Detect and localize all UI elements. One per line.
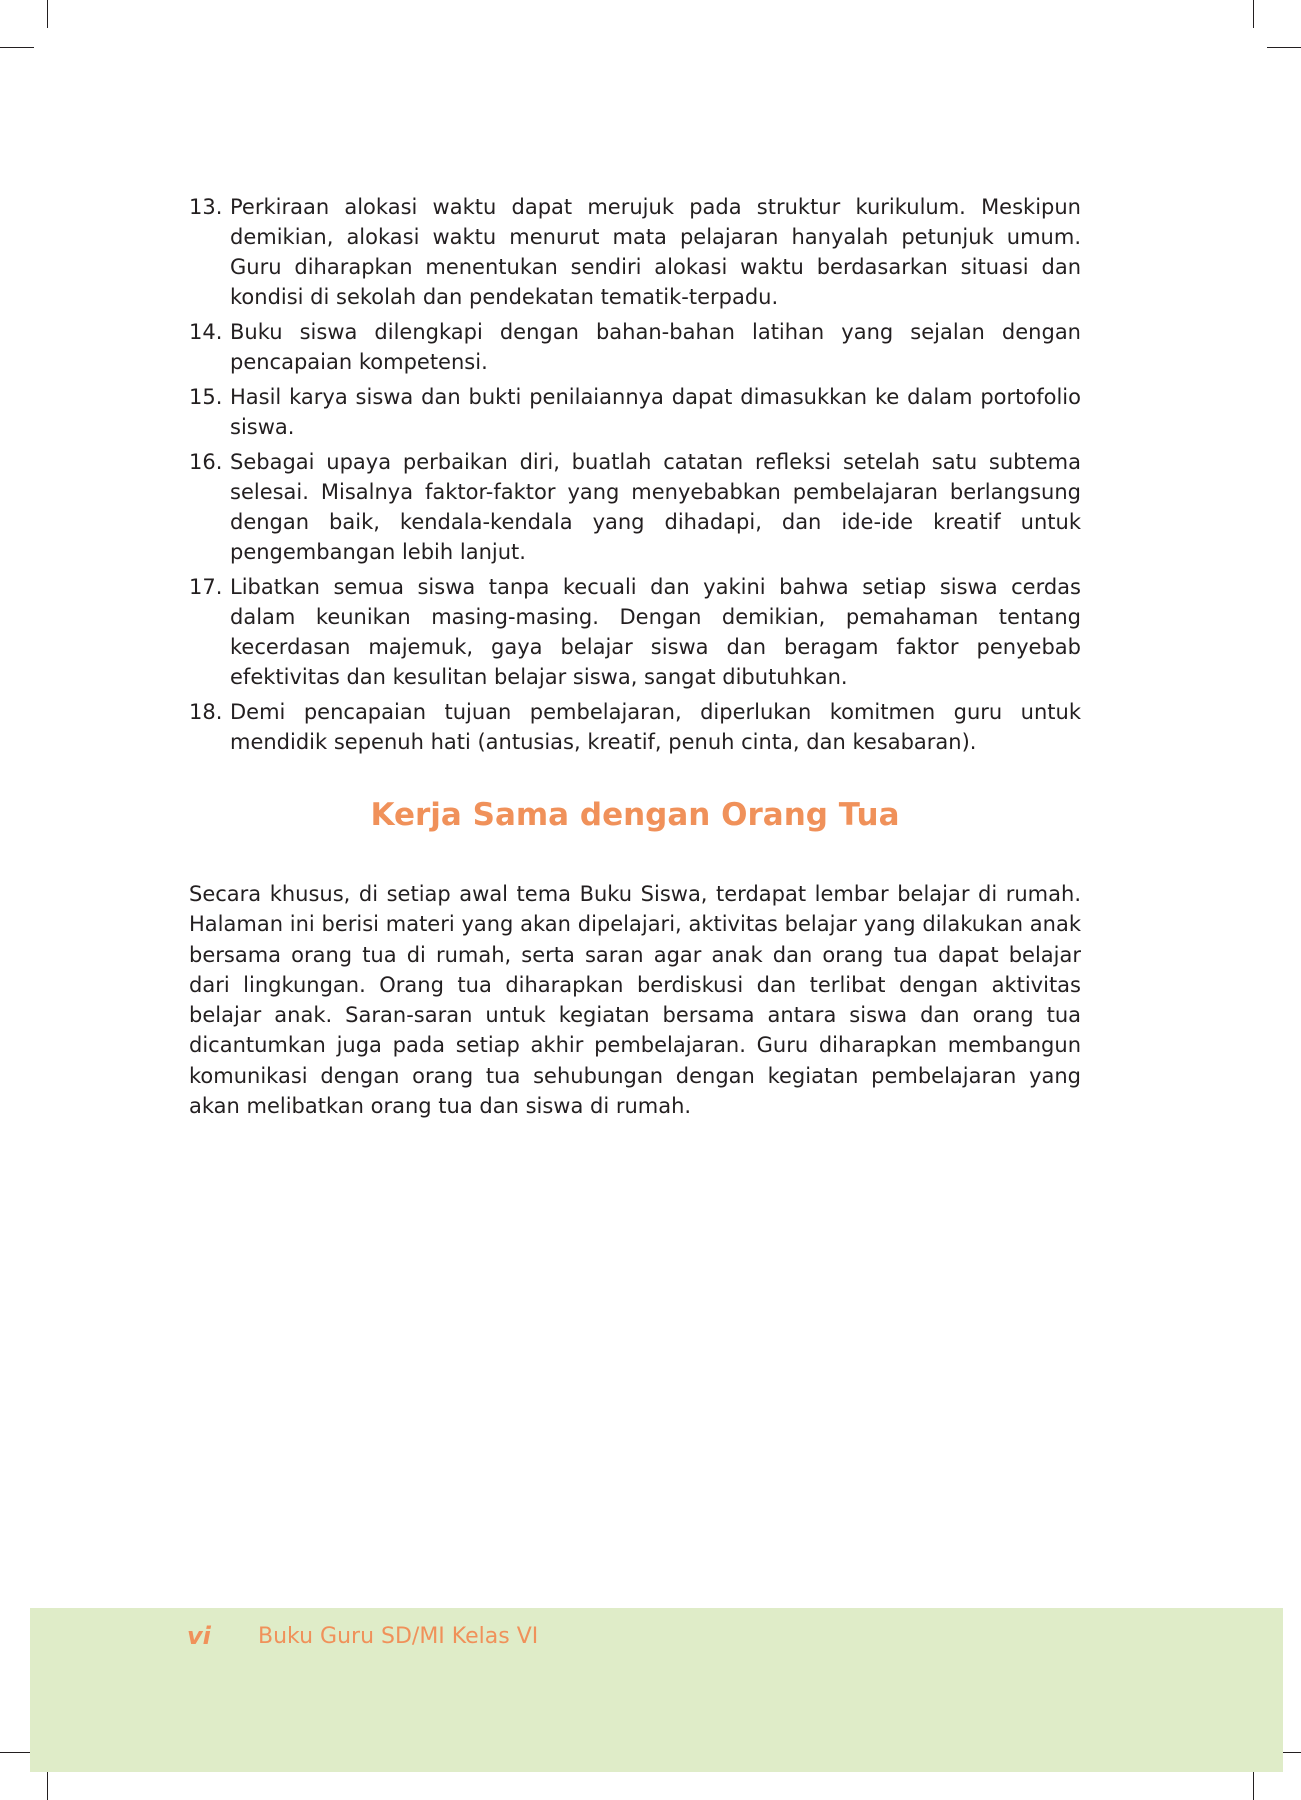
list-item-text: Perkiraan alokasi waktu dapat merujuk pada struktur kurikulum. Meskipun demikian, alokasi waktu menurut mata pelajaran hanyalah petunjuk umum. Guru diharapkan menentukan sendiri alokasi waktu berdasarkan situasi dan kondisi di sekolah dan pendekatan tematik-terpadu. [230,195,1081,309]
list-item [189,317,1081,377]
page-number: vi [187,1622,211,1650]
crop-mark-top-left-vertical [47,0,48,28]
crop-mark-bottom-left-vertical [47,1772,48,1800]
list-item-text: Buku siswa dilengkapi dengan bahan-bahan latihan yang sejalan dengan pencapaian kompetensi. [230,320,1081,374]
list-item-number: 15. [189,385,223,409]
footer-band [30,1608,1283,1772]
list-item-number: 18. [189,700,223,724]
crop-mark-top-right-horizontal [1267,47,1301,48]
section-heading: Kerja Sama dengan Orang Tua [370,797,900,833]
main-content [189,192,1081,1121]
section-paragraph: Secara khusus, di setiap awal tema Buku Siswa, terdapat lembar belajar di rumah. Halaman ini berisi materi yang akan dipelajari, aktivitas belajar yang dilakukan anak bersama orang tua di rumah, serta saran agar anak dan orang tua dapat belajar dari lingkungan. Orang tua diharapkan berdiskusi dan terlibat dengan aktivitas belajar anak. Saran-saran untuk kegiatan bersama antara siswa dan orang tua dicantumkan juga pada setiap akhir pembelajaran. Guru diharapkan membangun komunikasi dengan orang tua sehubungan dengan kegiatan pembelajaran yang akan melibatkan orang tua dan siswa di rumah. [189,882,1081,1119]
crop-mark-bottom-right-vertical [1253,1772,1254,1800]
crop-mark-bottom-left-horizontal [0,1752,34,1753]
list-item [189,382,1081,442]
list-item [189,697,1081,757]
crop-mark-top-right-vertical [1253,0,1254,28]
list-item-text: Sebagai upaya perbaikan diri, buatlah catatan refleksi setelah satu subtema selesai. Misalnya faktor-faktor yang menyebabkan pembelajaran berlangsung dengan baik, kendala-kendala yang dihadapi, dan ide-ide kreatif untuk pengembangan lebih lanjut. [230,450,1081,564]
footer-book-title: Buku Guru SD/MI Kelas VI [258,1624,539,1649]
list-item-number: 14. [189,320,223,344]
guideline-list [189,192,1081,757]
list-item-text: Hasil karya siswa dan bukti penilaiannya dapat dimasukkan ke dalam portofolio siswa. [230,385,1081,439]
list-item-number: 13. [189,195,223,219]
list-item-text: Libatkan semua siswa tanpa kecuali dan yakini bahwa setiap siswa cerdas dalam keunikan masing-masing. Dengan demikian, pemahaman tentang kecerdasan majemuk, gaya belajar siswa dan beragam faktor penyebab efektivitas dan kesulitan belajar siswa, sangat dibutuhkan. [230,575,1081,689]
list-item-number: 16. [189,450,223,474]
list-item [189,447,1081,567]
list-item-number: 17. [189,575,223,599]
list-item [189,192,1081,312]
list-item [189,572,1081,692]
list-item-text: Demi pencapaian tujuan pembelajaran, diperlukan komitmen guru untuk mendidik sepenuh hati (antusias, kreatif, penuh cinta, dan kesabaran). [230,700,1081,754]
crop-mark-top-left-horizontal [0,47,34,48]
